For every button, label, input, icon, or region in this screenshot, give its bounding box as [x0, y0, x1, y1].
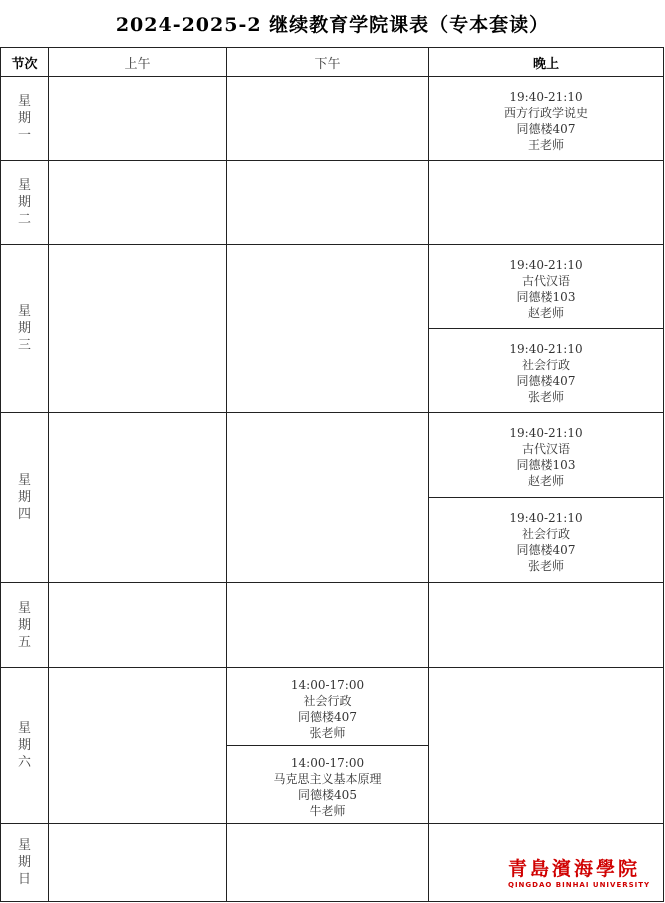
- course-block: 19:40-21:10 古代汉语 同德楼103 赵老师: [509, 426, 583, 488]
- saturday-evening: [429, 668, 664, 824]
- course-block: 19:40-21:10 西方行政学说史 同德楼407 王老师: [503, 90, 588, 152]
- course-block: 19:40-21:10 社会行政 同德楼407 张老师: [509, 342, 583, 404]
- monday-afternoon: [227, 77, 429, 161]
- logo-chinese-name: 青島濱海學院: [508, 858, 641, 880]
- header-evening: 晚上: [429, 48, 664, 77]
- header-row: [1, 48, 664, 77]
- saturday-afternoon-2: [227, 746, 429, 824]
- thursday-evening-1: [429, 413, 664, 498]
- monday-morning: [49, 77, 227, 161]
- saturday-morning: [49, 668, 227, 824]
- row-tuesday: [1, 161, 664, 245]
- logo-english-name: QINGDAO BINHAI UNIVERSITY: [508, 881, 651, 889]
- university-logo: [508, 858, 663, 900]
- row-monday: [1, 77, 664, 161]
- friday-evening: [429, 583, 664, 668]
- header-morning: 上午: [49, 48, 227, 77]
- row-wednesday: [1, 245, 664, 329]
- tuesday-evening: [429, 161, 664, 245]
- thursday-morning: [49, 413, 227, 583]
- wednesday-afternoon: [227, 245, 429, 413]
- wednesday-evening-1: [429, 245, 664, 329]
- schedule-table: [0, 47, 664, 902]
- page-title: 2024-2025-2 继续教育学院课表（专本套读）: [115, 14, 550, 36]
- friday-morning: [49, 583, 227, 668]
- day-friday: 星 期 五: [1, 583, 49, 668]
- thursday-evening-2: [429, 498, 664, 583]
- header-period: 节次: [1, 48, 49, 77]
- day-thursday: 星 期 四: [1, 413, 49, 583]
- day-wednesday: 星 期 三: [1, 245, 49, 413]
- sunday-afternoon: [227, 824, 429, 902]
- course-block: 14:00-17:00 马克思主义基本原理 同德楼405 牛老师: [273, 756, 382, 818]
- day-sunday: 星 期 日: [1, 824, 49, 902]
- tuesday-morning: [49, 161, 227, 245]
- day-monday: 星 期 一: [1, 77, 49, 161]
- day-saturday: 星 期 六: [1, 668, 49, 824]
- monday-evening: [429, 77, 664, 161]
- course-block: 14:00-17:00 社会行政 同德楼407 张老师: [290, 678, 365, 740]
- course-block: 19:40-21:10 古代汉语 同德楼103 赵老师: [509, 258, 583, 320]
- day-tuesday: 星 期 二: [1, 161, 49, 245]
- wednesday-evening-2: [429, 329, 664, 413]
- row-saturday: [1, 668, 664, 746]
- row-friday: [1, 583, 664, 668]
- friday-afternoon: [227, 583, 429, 668]
- wednesday-morning: [49, 245, 227, 413]
- sunday-morning: [49, 824, 227, 902]
- header-afternoon: 下午: [227, 48, 429, 77]
- tuesday-afternoon: [227, 161, 429, 245]
- thursday-afternoon: [227, 413, 429, 583]
- course-block: 19:40-21:10 社会行政 同德楼407 张老师: [509, 511, 583, 573]
- row-thursday: [1, 413, 664, 498]
- saturday-afternoon-1: [227, 668, 429, 746]
